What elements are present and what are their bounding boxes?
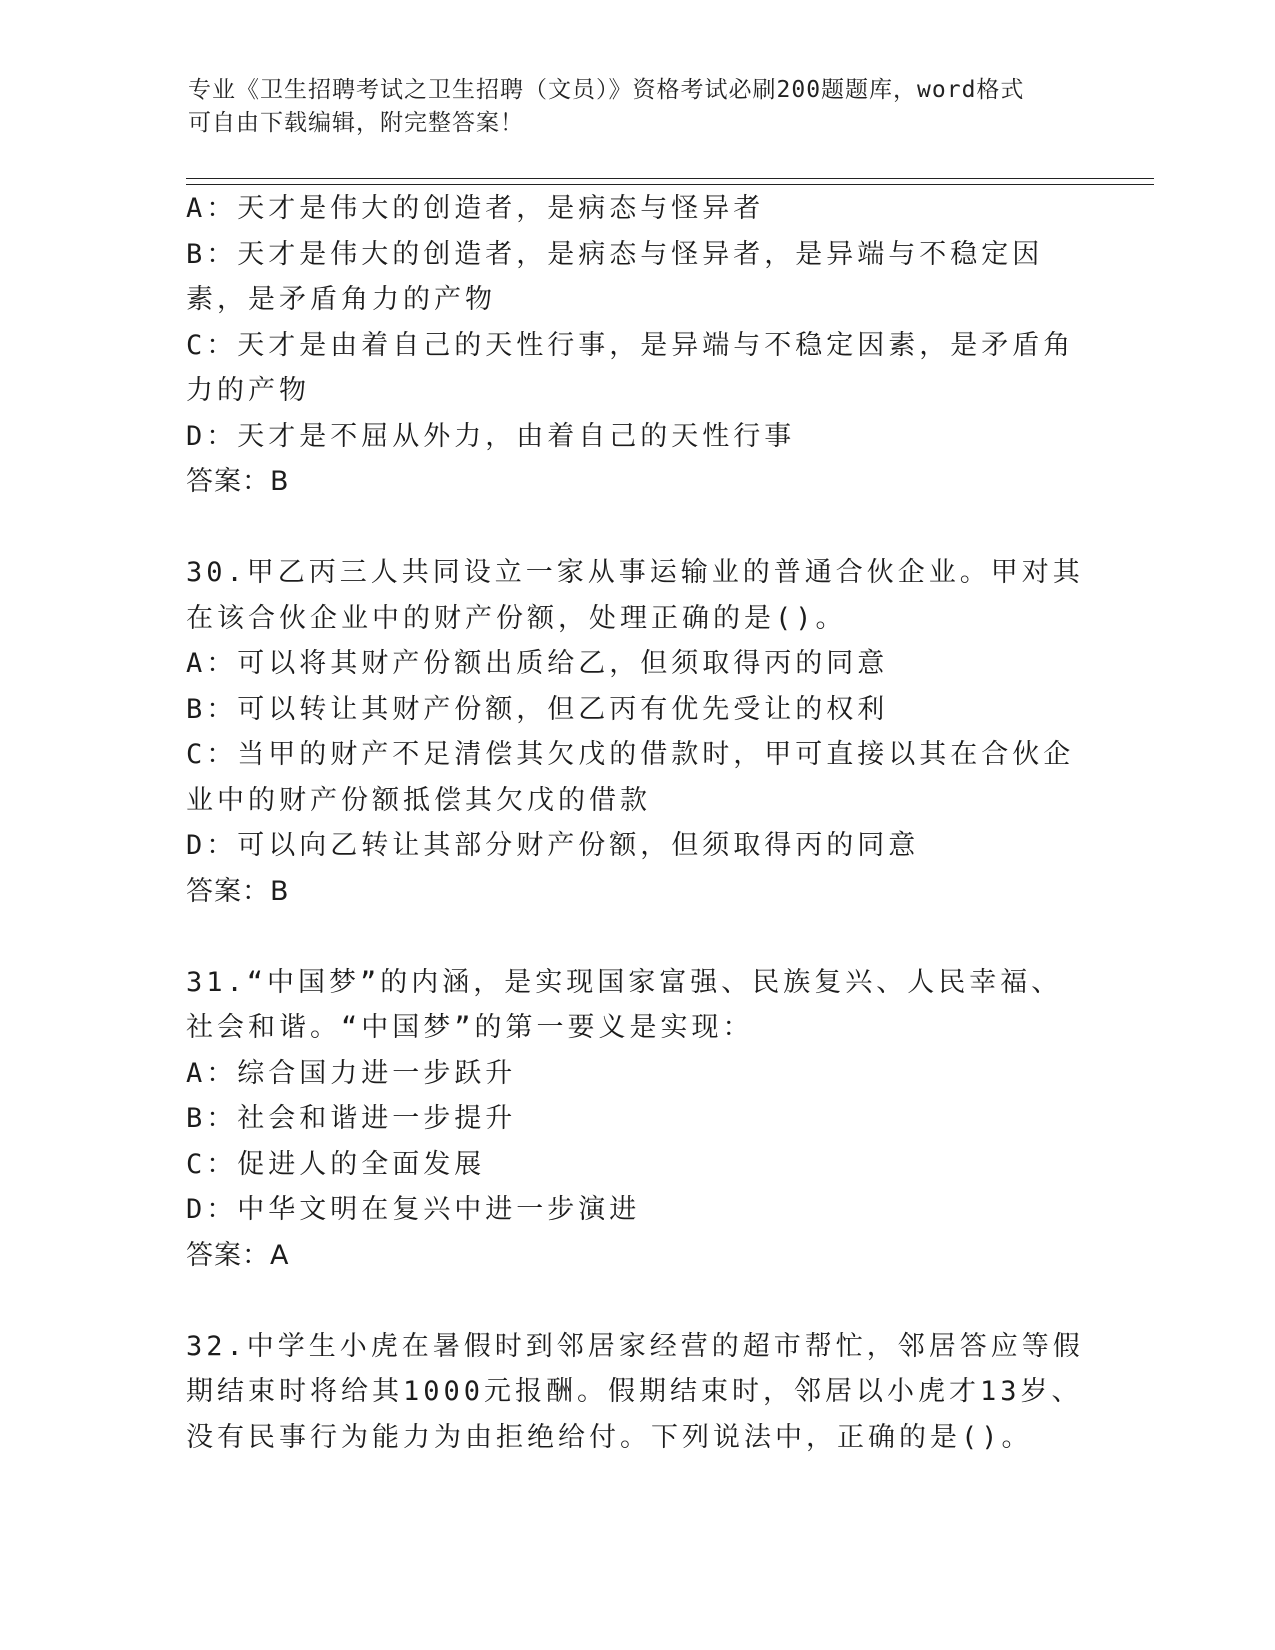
answer: 答案：B [186, 466, 290, 497]
option-c: C：天才是由着自己的天性行事，是异端与不稳定因素，是矛盾角力的产物 [186, 329, 1075, 406]
option-d: D：天才是不屈从外力，由着自己的天性行事 [186, 420, 796, 452]
option-c: C：当甲的财产不足清偿其欠戊的借款时，甲可直接以其在合伙企业中的财产份额抵偿其欠戊的借款 [186, 739, 1075, 816]
answer: 答案：A [186, 1239, 290, 1271]
question-29 [186, 186, 1086, 505]
option-a: A：天才是伟大的创造者，是病态与怪异者 [186, 193, 765, 224]
option-c: C：促进人的全面发展 [186, 1148, 486, 1180]
option-a: A：可以将其财产份额出质给乙，但须取得丙的同意 [186, 648, 889, 679]
page-header [188, 74, 1068, 140]
question-31 [186, 960, 1086, 1279]
question-32 [186, 1324, 1086, 1461]
option-b: B：可以转让其财产份额，但乙丙有优先受让的权利 [186, 693, 889, 725]
header-divider [186, 178, 1154, 185]
header-line-1: 专业《卫生招聘考试之卫生招聘（文员）》资格考试必刷200题题库，word格式 [188, 77, 1025, 103]
header-line-2: 可自由下载编辑，附完整答案！ [188, 110, 524, 136]
answer: 答案：B [186, 875, 290, 907]
question-stem: 30.甲乙丙三人共同设立一家从事运输业的普通合伙企业。甲对其在该合伙企业中的财产份额，处理正确的是()。 [186, 557, 1084, 634]
question-stem: 32.中学生小虎在暑假时到邻居家经营的超市帮忙，邻居答应等假期结束时将给其1000元报酬。假期结束时，邻居以小虎才13岁、没有民事行为能力为由拒绝给付。下列说法中，正确的是()。 [186, 1330, 1084, 1453]
option-d: D：中华文明在复兴中进一步演进 [186, 1194, 641, 1225]
question-30 [186, 550, 1086, 914]
option-b: B：天才是伟大的创造者，是病态与怪异者，是异端与不稳定因素，是矛盾角力的产物 [186, 238, 1044, 315]
question-list [186, 186, 1086, 1460]
option-d: D：可以向乙转让其部分财产份额，但须取得丙的同意 [186, 830, 920, 861]
option-b: B：社会和谐进一步提升 [186, 1103, 517, 1134]
option-a: A：综合国力进一步跃升 [186, 1057, 517, 1089]
question-stem: 31.“中国梦”的内涵，是实现国家富强、民族复兴、人民幸福、社会和谐。“中国梦”的第一要义是实现： [186, 966, 1063, 1043]
